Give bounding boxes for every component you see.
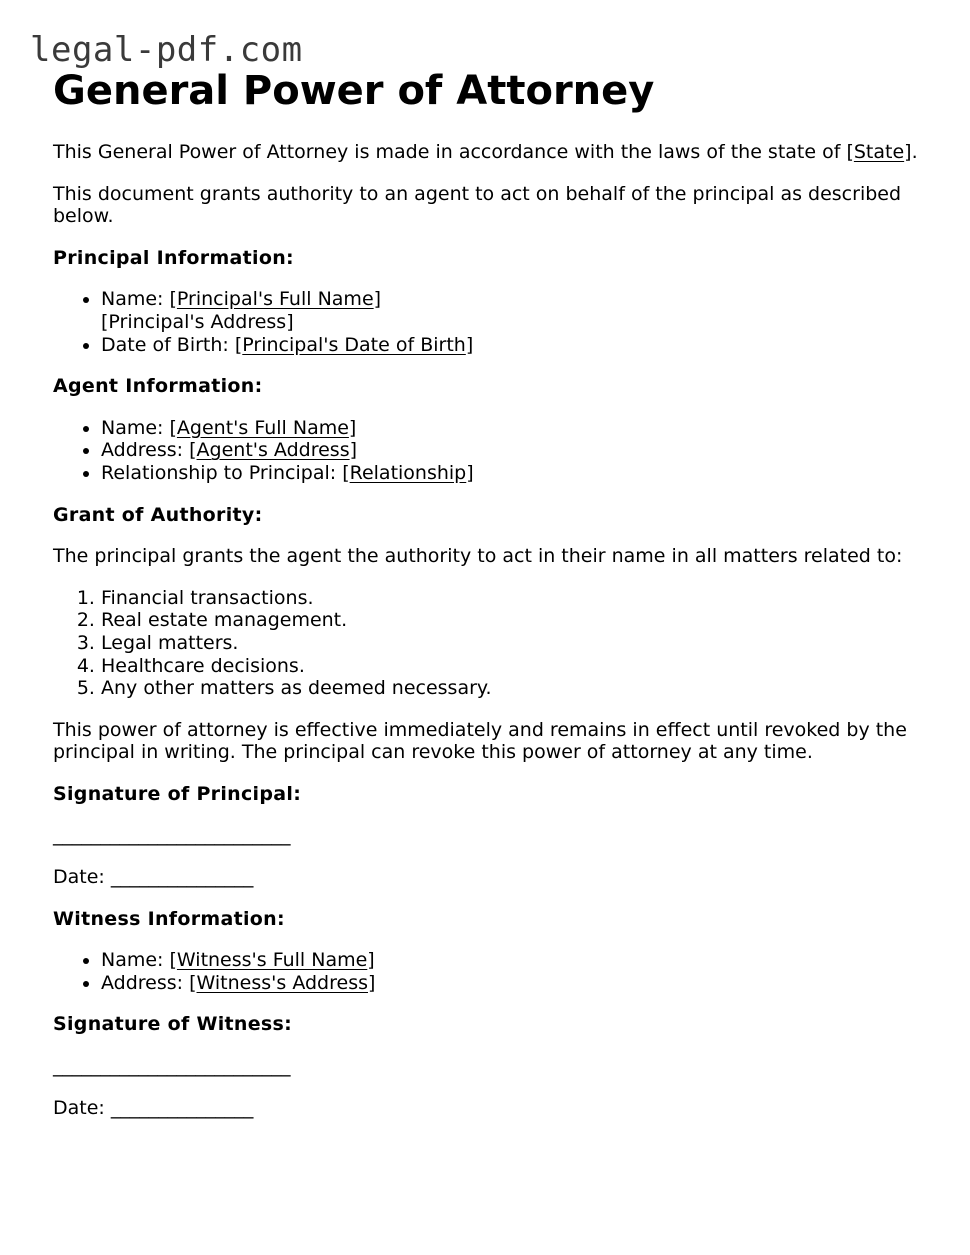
bracket: ] bbox=[348, 416, 357, 439]
intro-paragraph bbox=[53, 141, 933, 164]
list-item bbox=[101, 288, 933, 333]
list-item bbox=[101, 949, 933, 972]
bracket: ] bbox=[373, 288, 382, 311]
list-item: 5. Any other matters as deemed necessary. bbox=[101, 677, 933, 700]
document-body bbox=[53, 66, 933, 1138]
intro-text: This General Power of Attorney is made in accordance with the laws of the state of [ bbox=[53, 141, 854, 163]
witness-address-field[interactable]: Witness's Address bbox=[196, 971, 368, 994]
principal-signature-line[interactable]: _________________________ bbox=[53, 824, 291, 847]
witness-list bbox=[53, 949, 933, 994]
purpose-paragraph: This document grants authority to an agent to act on behalf of the principal as described below. bbox=[53, 182, 902, 228]
field-label: Address: [ bbox=[101, 439, 197, 462]
list-item bbox=[101, 462, 933, 485]
bracket: ] bbox=[367, 949, 375, 972]
principal-list bbox=[53, 288, 933, 356]
principal-name-field[interactable]: Principal's Full Name bbox=[176, 288, 374, 311]
state-field[interactable]: State bbox=[853, 141, 905, 163]
witness-date-line[interactable]: Date: _______________ bbox=[53, 1096, 254, 1119]
principal-date-line[interactable]: Date: _______________ bbox=[53, 866, 254, 889]
grant-paragraph: The principal grants the agent the authority to act in their name in all matters related to: bbox=[53, 545, 903, 568]
document-title: General Power of Attorney bbox=[53, 68, 655, 114]
list-item bbox=[101, 417, 933, 440]
list-item bbox=[101, 334, 933, 357]
list-item: 1. Financial transactions. bbox=[101, 587, 933, 610]
effective-paragraph: This power of attorney is effective immediately and remains in effect until revoked by the principal in writing. The principal can revoke this power of attorney at any time. bbox=[53, 718, 907, 764]
watermark-logo: legal-pdf.com bbox=[30, 30, 303, 70]
list-item bbox=[101, 972, 933, 995]
bracket: ] bbox=[349, 439, 358, 462]
bracket: ] bbox=[368, 971, 376, 994]
field-label: Name: [ bbox=[101, 288, 177, 311]
field-label: Address: [ bbox=[101, 971, 197, 994]
relationship-field[interactable]: Relationship bbox=[349, 461, 467, 484]
agent-address-field[interactable]: Agent's Address bbox=[196, 439, 350, 462]
field-label: Date of Birth: [ bbox=[101, 333, 243, 356]
list-item: 2. Real estate management. bbox=[101, 609, 933, 632]
grant-heading: Grant of Authority: bbox=[53, 503, 263, 526]
agent-heading: Agent Information: bbox=[53, 375, 263, 398]
witness-signature-heading: Signature of Witness: bbox=[53, 1013, 293, 1036]
principal-heading: Principal Information: bbox=[53, 246, 294, 269]
principal-dob-field[interactable]: Principal's Date of Birth bbox=[242, 333, 466, 356]
list-item: 4. Healthcare decisions. bbox=[101, 655, 933, 678]
principal-address-field[interactable]: [Principal's Address] bbox=[101, 310, 294, 333]
list-item bbox=[101, 439, 933, 462]
intro-end: ]. bbox=[904, 141, 918, 163]
list-item: 3. Legal matters. bbox=[101, 632, 933, 655]
field-label: Relationship to Principal: [ bbox=[101, 461, 350, 484]
witness-signature-line[interactable]: _________________________ bbox=[53, 1055, 291, 1078]
witness-heading: Witness Information: bbox=[53, 907, 285, 930]
agent-name-field[interactable]: Agent's Full Name bbox=[176, 416, 349, 439]
principal-signature-heading: Signature of Principal: bbox=[53, 782, 302, 805]
bracket: ] bbox=[466, 461, 474, 484]
agent-list bbox=[53, 417, 933, 485]
bracket: ] bbox=[465, 333, 474, 356]
witness-name-field[interactable]: Witness's Full Name bbox=[176, 949, 368, 972]
authority-list bbox=[53, 587, 933, 700]
field-label: Name: [ bbox=[101, 416, 177, 439]
field-label: Name: [ bbox=[101, 949, 177, 972]
